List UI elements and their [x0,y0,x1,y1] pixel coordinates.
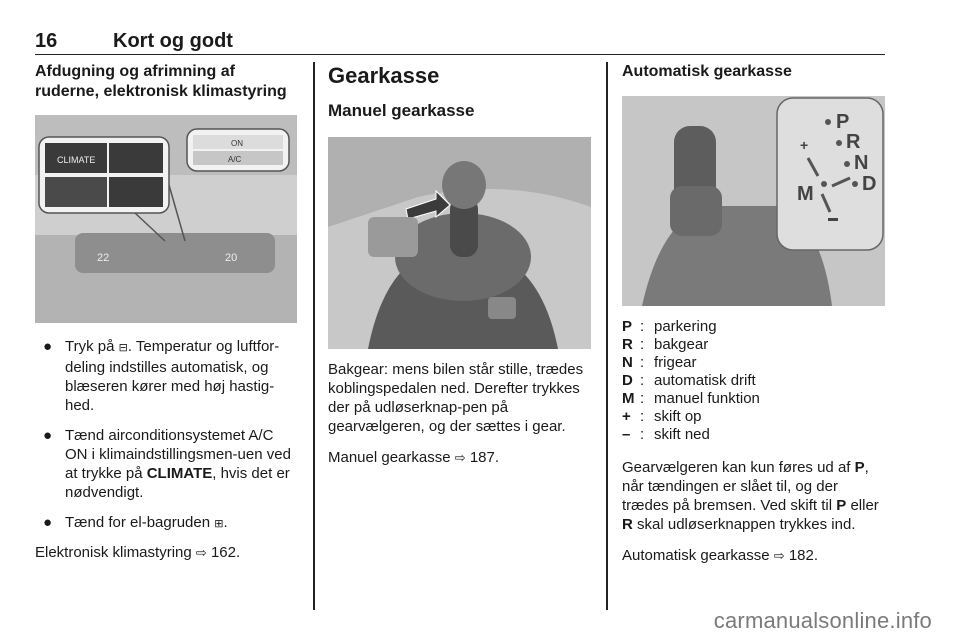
climate-control-photo [35,115,297,323]
column-gearbox [328,62,593,467]
page-number: 16 [35,30,58,52]
climate-button-label: CLIMATE [57,155,96,165]
subsection-heading: Manuel gearkasse [328,101,475,120]
legend-row: – : skift ned [622,426,710,443]
gear-d-label: D [862,173,877,195]
reference-arrow-icon: ⇨ [454,450,466,465]
section-title: Gearkasse [328,63,440,88]
chapter-title: Kort og godt [113,30,233,52]
rear-defrost-icon: ⊞ [214,518,224,530]
column-climate [35,62,300,562]
column-automatic [622,62,887,565]
reference-arrow-icon: ⇨ [195,545,207,560]
gear-m-label: M [797,183,814,205]
cross-reference[interactable]: Elektronisk klimastyring ⇨ 162. [35,544,241,561]
automatic-gearshift-photo [622,96,885,306]
list-item: ● Tryk på ⊟. Temperatur og luftfor-deling indstilles automatisk, og blæseren kører med høj hastig-hed. [43,338,280,414]
legend-row: P : parkering [622,318,717,335]
cross-reference[interactable]: Manuel gearkasse ⇨ 187. [328,449,500,466]
manual-gearshift-photo [328,137,591,349]
temp-left-label: 22 [97,252,110,264]
minus-icon: – [622,426,631,443]
list-item: ● Tænd airconditionsystemet A/C ON i klimaindstillingsmen-uen ved at trykke på CLIMATE, hvis det er nødvendigt. [43,427,291,501]
section-heading: Afdugning og afrimning af ruderne, elektronisk klimastyring [35,63,287,100]
max-defrost-icon: ⊟ [118,342,128,354]
gear-legend [622,318,887,444]
legend-row: R : bakgear [622,336,709,353]
ac-label: A/C [228,155,242,164]
body-text: Gearvælgeren kan kun føres ud af P, når tændingen er slået til, og der trædes på bremsen. Ved skift til P eller R skal udløserknappen trykkes ind. [622,459,879,533]
list-item: ● Tænd for el-bagruden ⊞. [43,514,228,531]
gear-r-label: R [846,131,861,153]
gear-p-label: P [836,111,850,133]
legend-row: M : manuel funktion [622,390,760,407]
svg-text:+: + [800,137,809,153]
instruction-list [35,337,300,534]
legend-row: + : skift op [622,408,702,425]
body-text: Bakgear: mens bilen står stille, trædes koblingspedalen ned. Derefter trykkes der på udløserknap-pen på gearvælgeren, og der sættes i gear. [328,361,584,435]
column-divider [313,62,315,610]
page-header [35,30,885,55]
watermark: carmanualsonline.info [713,608,932,633]
on-label: ON [231,139,243,148]
legend-row: N : frigear [622,354,697,371]
subsection-heading: Automatisk gearkasse [622,63,792,80]
reference-arrow-icon: ⇨ [773,548,785,563]
column-divider [606,62,608,610]
temp-right-label: 20 [225,252,238,264]
gear-n-label: N [854,152,869,174]
plus-icon: + [622,408,631,425]
legend-row: D : automatisk drift [622,372,756,389]
cross-reference[interactable]: Automatisk gearkasse ⇨ 182. [622,547,819,564]
